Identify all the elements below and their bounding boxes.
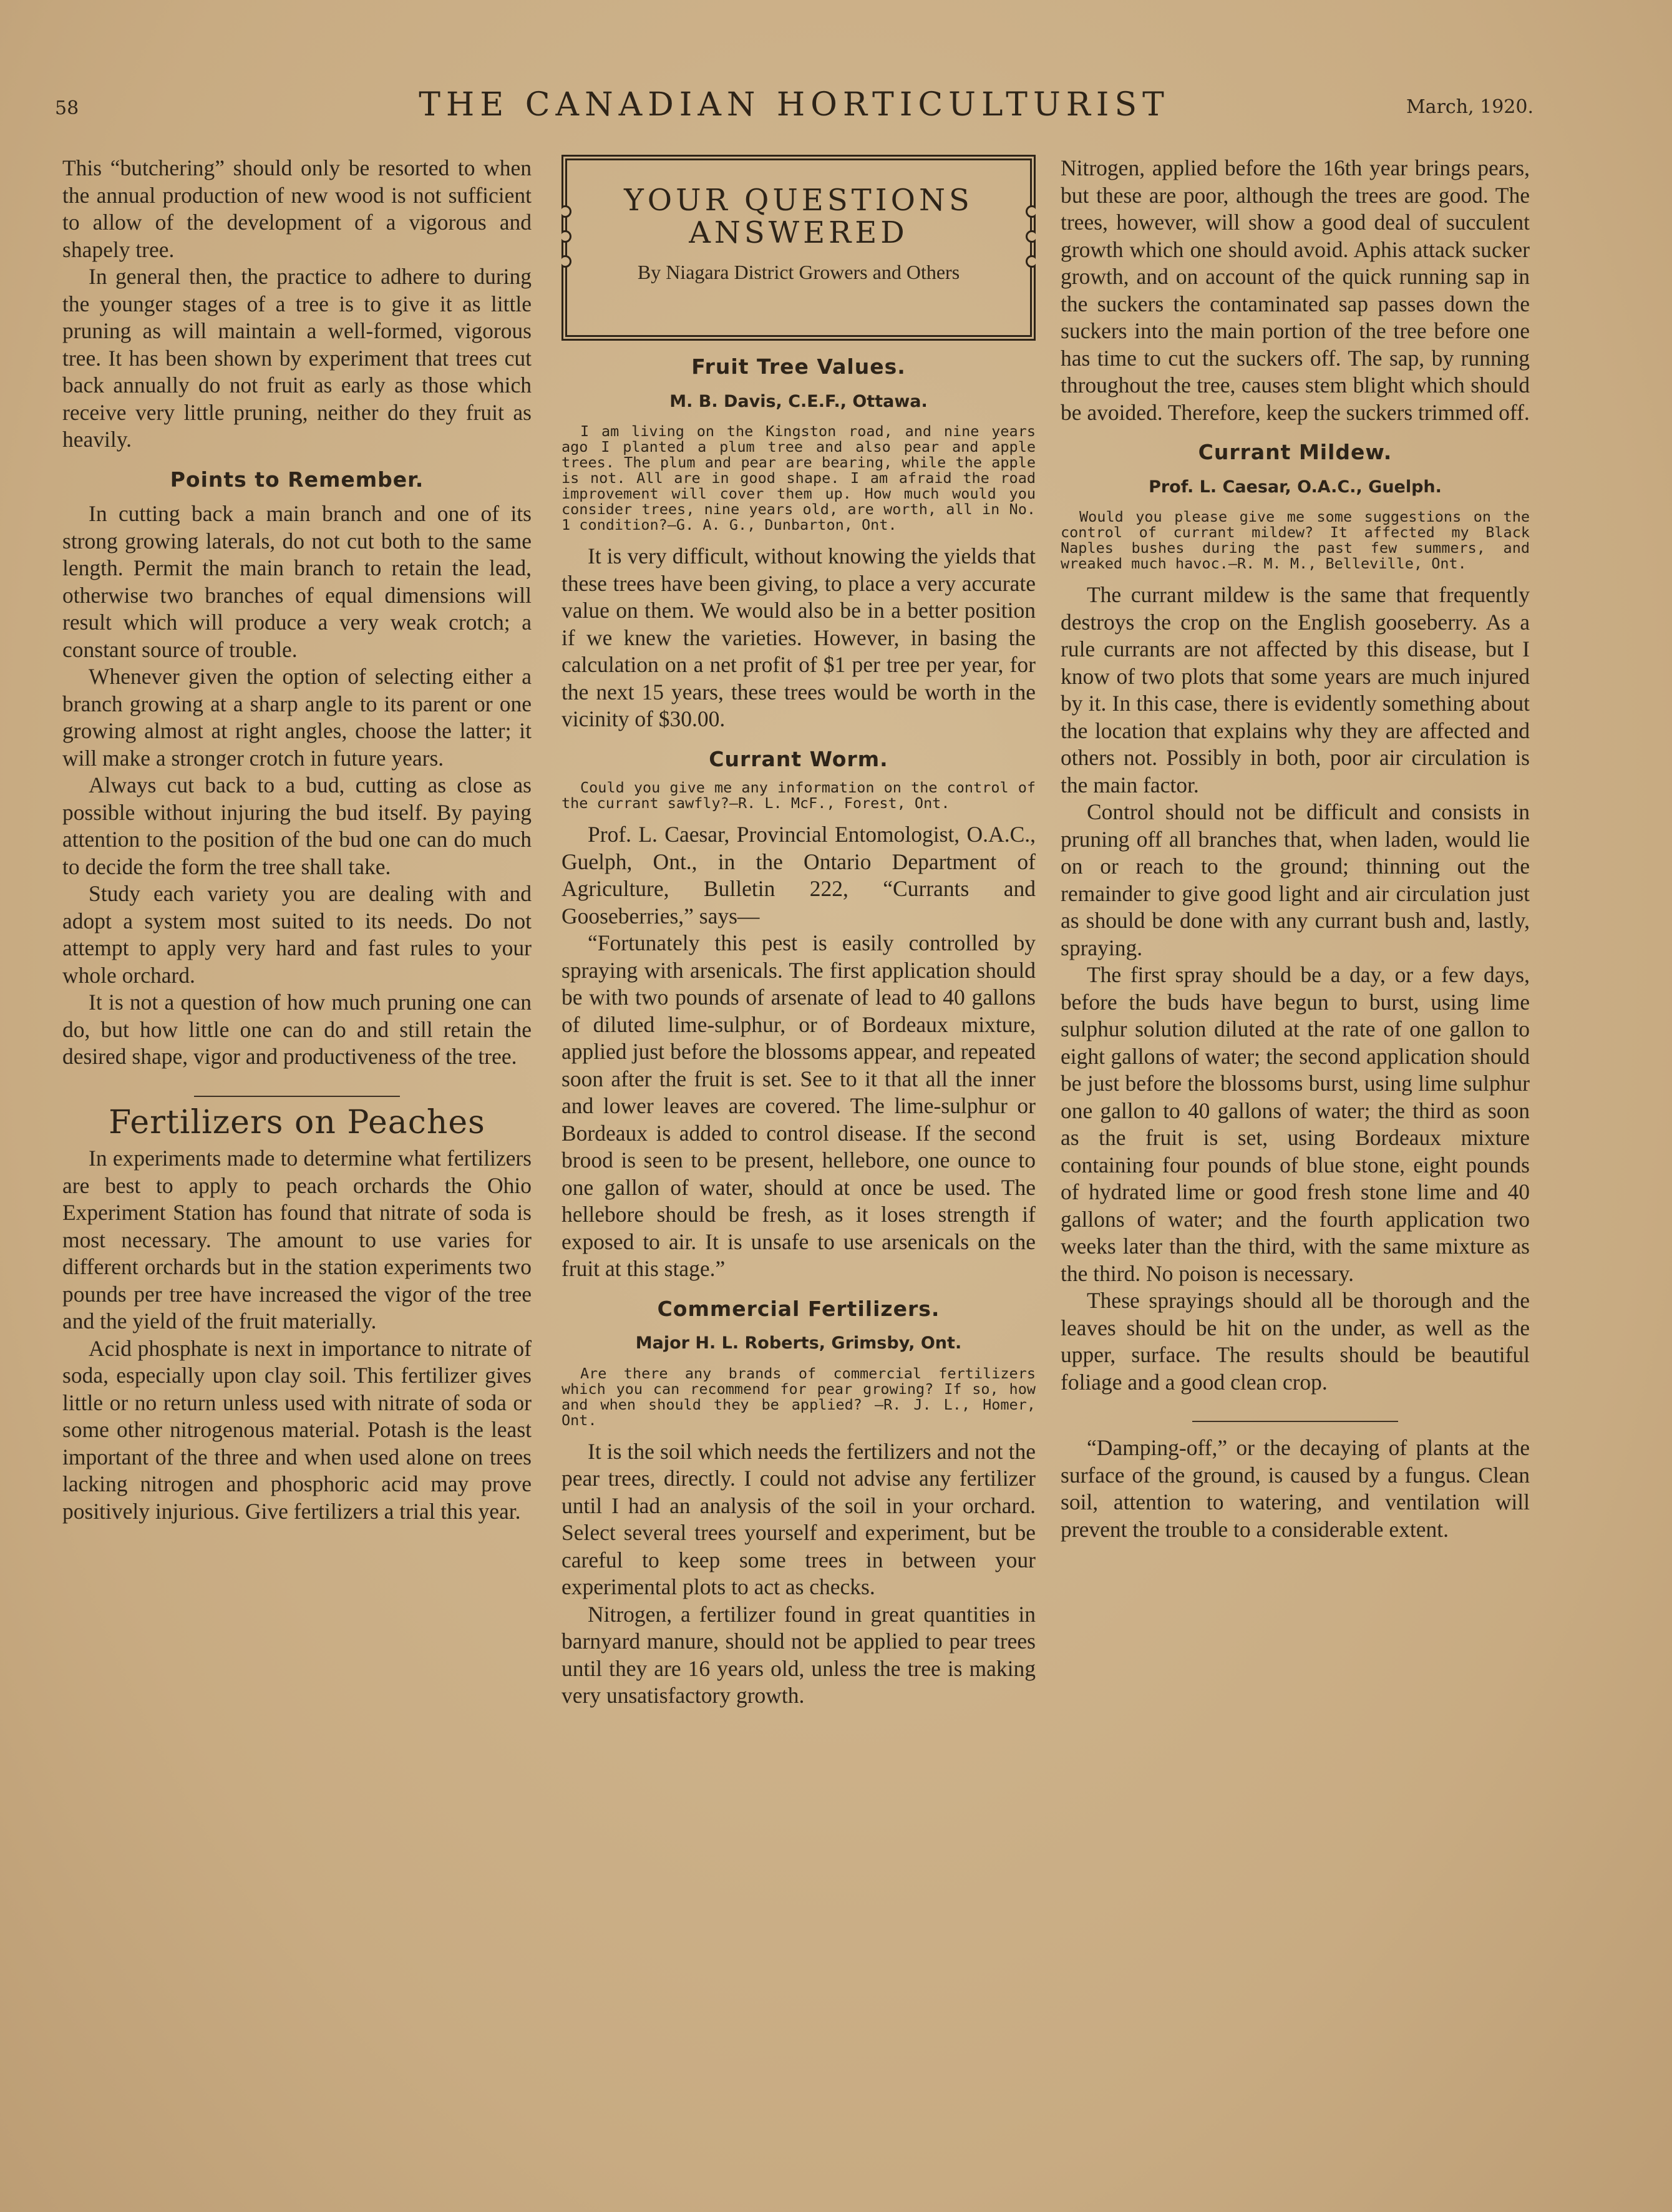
divider <box>1192 1421 1398 1422</box>
section-heading-currant-mildew: Currant Mildew. <box>1198 440 1393 464</box>
paragraph: It is the soil which needs the fertilizers and not the pear trees, directly. I could not advise any fertilizer until I had an analysis of the soil in your orchard. Select several trees yourself and experiment, but be careful to keep some trees in between your experimental plots to act as checks. <box>561 1438 1036 1599</box>
paragraph: Acid phosphate is next in importance to nitrate of soda, especially upon clay soil. This fertilizer gives little or no return unless used with nitrate of soda or some other nitrogenous material. Potash is the least important of the three and when used alone on trees lacking nitrogen and phosphoric acid may prove positively injurious. Give fertilizers a trial this year. <box>62 1335 532 1524</box>
section-heading-points: Points to Remember. <box>170 467 424 492</box>
divider <box>194 1096 400 1097</box>
byline: M. B. Davis, C.E.F., Ottawa. <box>669 391 928 411</box>
section-heading-fruit-tree: Fruit Tree Values. <box>691 354 906 379</box>
paragraph: Study each variety you are dealing with and adopt a system most suited to its needs. Do not attempt to apply very hard and fast rules to your whole orchard. <box>62 881 532 988</box>
paragraph: Nitrogen, a fertilizer found in great quantities in barnyard manure, should not be applied to pear trees until they are 16 years old, unless the tree is making very unsatisfactory growth. <box>561 1601 1036 1708</box>
reader-question: Would you please give me some suggestions on the control of currant mildew? It affected my Black Naples bushes during the past few summers, and wreaked much havoc.—R. M. M., Belleville, Ont. <box>1061 508 1530 572</box>
reader-question: Could you give me any information on the control of the currant sawfly?—R. L. McF., Forest, Ont. <box>561 779 1036 812</box>
page-header <box>55 86 1533 130</box>
paragraph: In general then, the practice to adhere to during the younger stages of a tree is to give it as little pruning as will maintain a well-formed, vigorous tree. It has been shown by experiment that trees cut back annually do not fruit as early as those which receive very little pruning, neither do they fruit as heavily. <box>62 264 532 452</box>
paragraph: Always cut back to a bud, cutting as close as possible without injuring the bud itself. By paying attention to the position of the bud one can do much to decide the form the tree shall take. <box>62 772 532 879</box>
section-heading-commercial-fertilizers: Commercial Fertilizers. <box>657 1296 940 1321</box>
magazine-title: THE CANADIAN HORTICULTURIST <box>419 86 1170 124</box>
reader-question: I am living on the Kingston road, and nine years ago I planted a plum tree and also pear and apple trees. The plum and pear are bearing, while the apple is not. All are in good shape. I am afraid the road improvement will cover them up. How much would you consider trees, nine years old, are worth, all in No. 1 condition?—G. A. G., Dunbarton, Ont. <box>561 422 1036 534</box>
issue-date: March, 1920. <box>1406 96 1533 118</box>
page-number: 58 <box>55 97 79 119</box>
questions-answered-box <box>561 155 1036 341</box>
paragraph: “Damping-off,” or the decaying of plants at the surface of the ground, is caused by a fungus. Clean soil, attention to watering, and ventilation will prevent the trouble to a considerable extent. <box>1061 1435 1530 1542</box>
paragraph: In cutting back a main branch and one of its strong growing laterals, do not cut both to the same length. Permit the main branch to retain the lead, otherwise two branches of equal dimensions will result which will produce a very weak crotch; a constant source of trouble. <box>62 501 532 662</box>
paragraph: Prof. L. Caesar, Provincial Entomologist, O.A.C., Guelph, Ont., in the Ontario Department of Agriculture, Bulletin 222, “Currants and Gooseberries,” says— <box>561 822 1036 928</box>
paragraph: Nitrogen, applied before the 16th year brings pears, but these are poor, although the trees are good. The trees, however, will show a good deal of succulent growth which one should avoid. Aphis attack sucker growth, and on account of the quick running sap in the suckers the contaminated sap passes down the suckers into the main portion of the tree before one has time to cut the suckers off. The sap, by running throughout the tree, causes stem blight which should be avoided. Therefore, keep the suckers trimmed off. <box>1061 155 1530 425</box>
section-heading-currant-worm: Currant Worm. <box>709 746 888 771</box>
box-title: YOUR QUESTIONS ANSWERED <box>624 183 973 250</box>
byline: Major H. L. Roberts, Grimsby, Ont. <box>635 1333 962 1353</box>
paragraph: This “butchering” should only be resorted to when the annual production of new wood is not sufficient to allow of the development of a vigorous and shapely tree. <box>62 155 532 262</box>
byline: Prof. L. Caesar, O.A.C., Guelph. <box>1149 477 1442 497</box>
paragraph: The currant mildew is the same that frequently destroys the crop on the English gooseberry. As a rule currants are not affected by this disease, but I know of two plots that some years are much injured by it. In this case, there is evidently something about the location that explains why they are affected and others not. Possibly in both, poor air circulation is the main factor. <box>1061 582 1530 797</box>
paragraph: Whenever given the option of selecting either a branch growing at a sharp angle to its parent or one growing almost at right angles, choose the latter; it will make a stronger crotch in future years. <box>62 664 532 771</box>
paragraph: These sprayings should all be thorough and the leaves should be hit on the under, as well as the upper, surface. The results should be beautiful foliage and a good clean crop. <box>1061 1288 1530 1395</box>
paragraph: The first spray should be a day, or a few days, before the buds have begun to burst, using lime sulphur solution diluted at the rate of one gallon to eight gallons of water; the second application should be just before the blossoms burst, using lime sulphur one gallon to 40 gallons of water; the third as soon as the fruit is set, using Bordeaux mixture containing four pounds of blue stone, eight pounds of hydrated lime or good fresh stone lime and 40 gallons of water; and the fourth application two weeks later than the third, with the same mixture as the third. No poison is necessary. <box>1061 962 1530 1286</box>
column-middle <box>561 155 1036 1710</box>
paragraph: Control should not be difficult and consists in pruning off all branches that, when laden, would lie on or reach to the ground; thinning out the remainder to give good light and air circulation just as should be done with any currant bush and, lastly, spraying. <box>1061 799 1530 960</box>
column-right <box>1061 155 1530 1543</box>
paragraph: “Fortunately this pest is easily controlled by spraying with arsenicals. The first application should be with two pounds of arsenate of lead to 40 gallons of diluted lime-sulphur, or of Bordeaux mixture, applied just before the blossoms appear, and repeated soon after the fruit is set. See to it that all the inner and lower leaves are covered. The lime-sulphur or Bordeaux is added to control disease. If the second brood is seen to be present, hellebore, one ounce to one gallon of water, should at once be used. The hellebore should be fresh, as it loses strength if exposed to air. It is unsafe to use arsenicals on the fruit at this stage.” <box>561 930 1036 1281</box>
reader-question: Are there any brands of commercial fertilizers which you can recommend for pear growing? If so, how and when should they be applied? —R. J. L., Homer, Ont. <box>561 1364 1036 1429</box>
box-subtitle: By Niagara District Growers and Others <box>637 261 960 283</box>
column-left <box>62 155 532 1525</box>
paragraph: It is very difficult, without knowing the yields that these trees have been giving, to place a very accurate value on them. We would also be in a better position if we knew the varieties. However, in basing the calculation on a net profit of $1 per tree per year, for the next 15 years, these trees would be worth in the vicinity of $30.00. <box>561 543 1036 731</box>
paragraph: It is not a question of how much pruning one can do, but how little one can do and still retain the desired shape, vigor and productiveness of the tree. <box>62 990 532 1069</box>
article-heading-fertilizers: Fertilizers on Peaches <box>109 1103 485 1141</box>
paragraph: In experiments made to determine what fertilizers are best to apply to peach orchards the Ohio Experiment Station has found that nitrate of soda is most necessary. The amount to use varies for different orchards but in the station experiments two pounds per tree have increased the vigor of the tree and the yield of the fruit materially. <box>62 1146 532 1333</box>
